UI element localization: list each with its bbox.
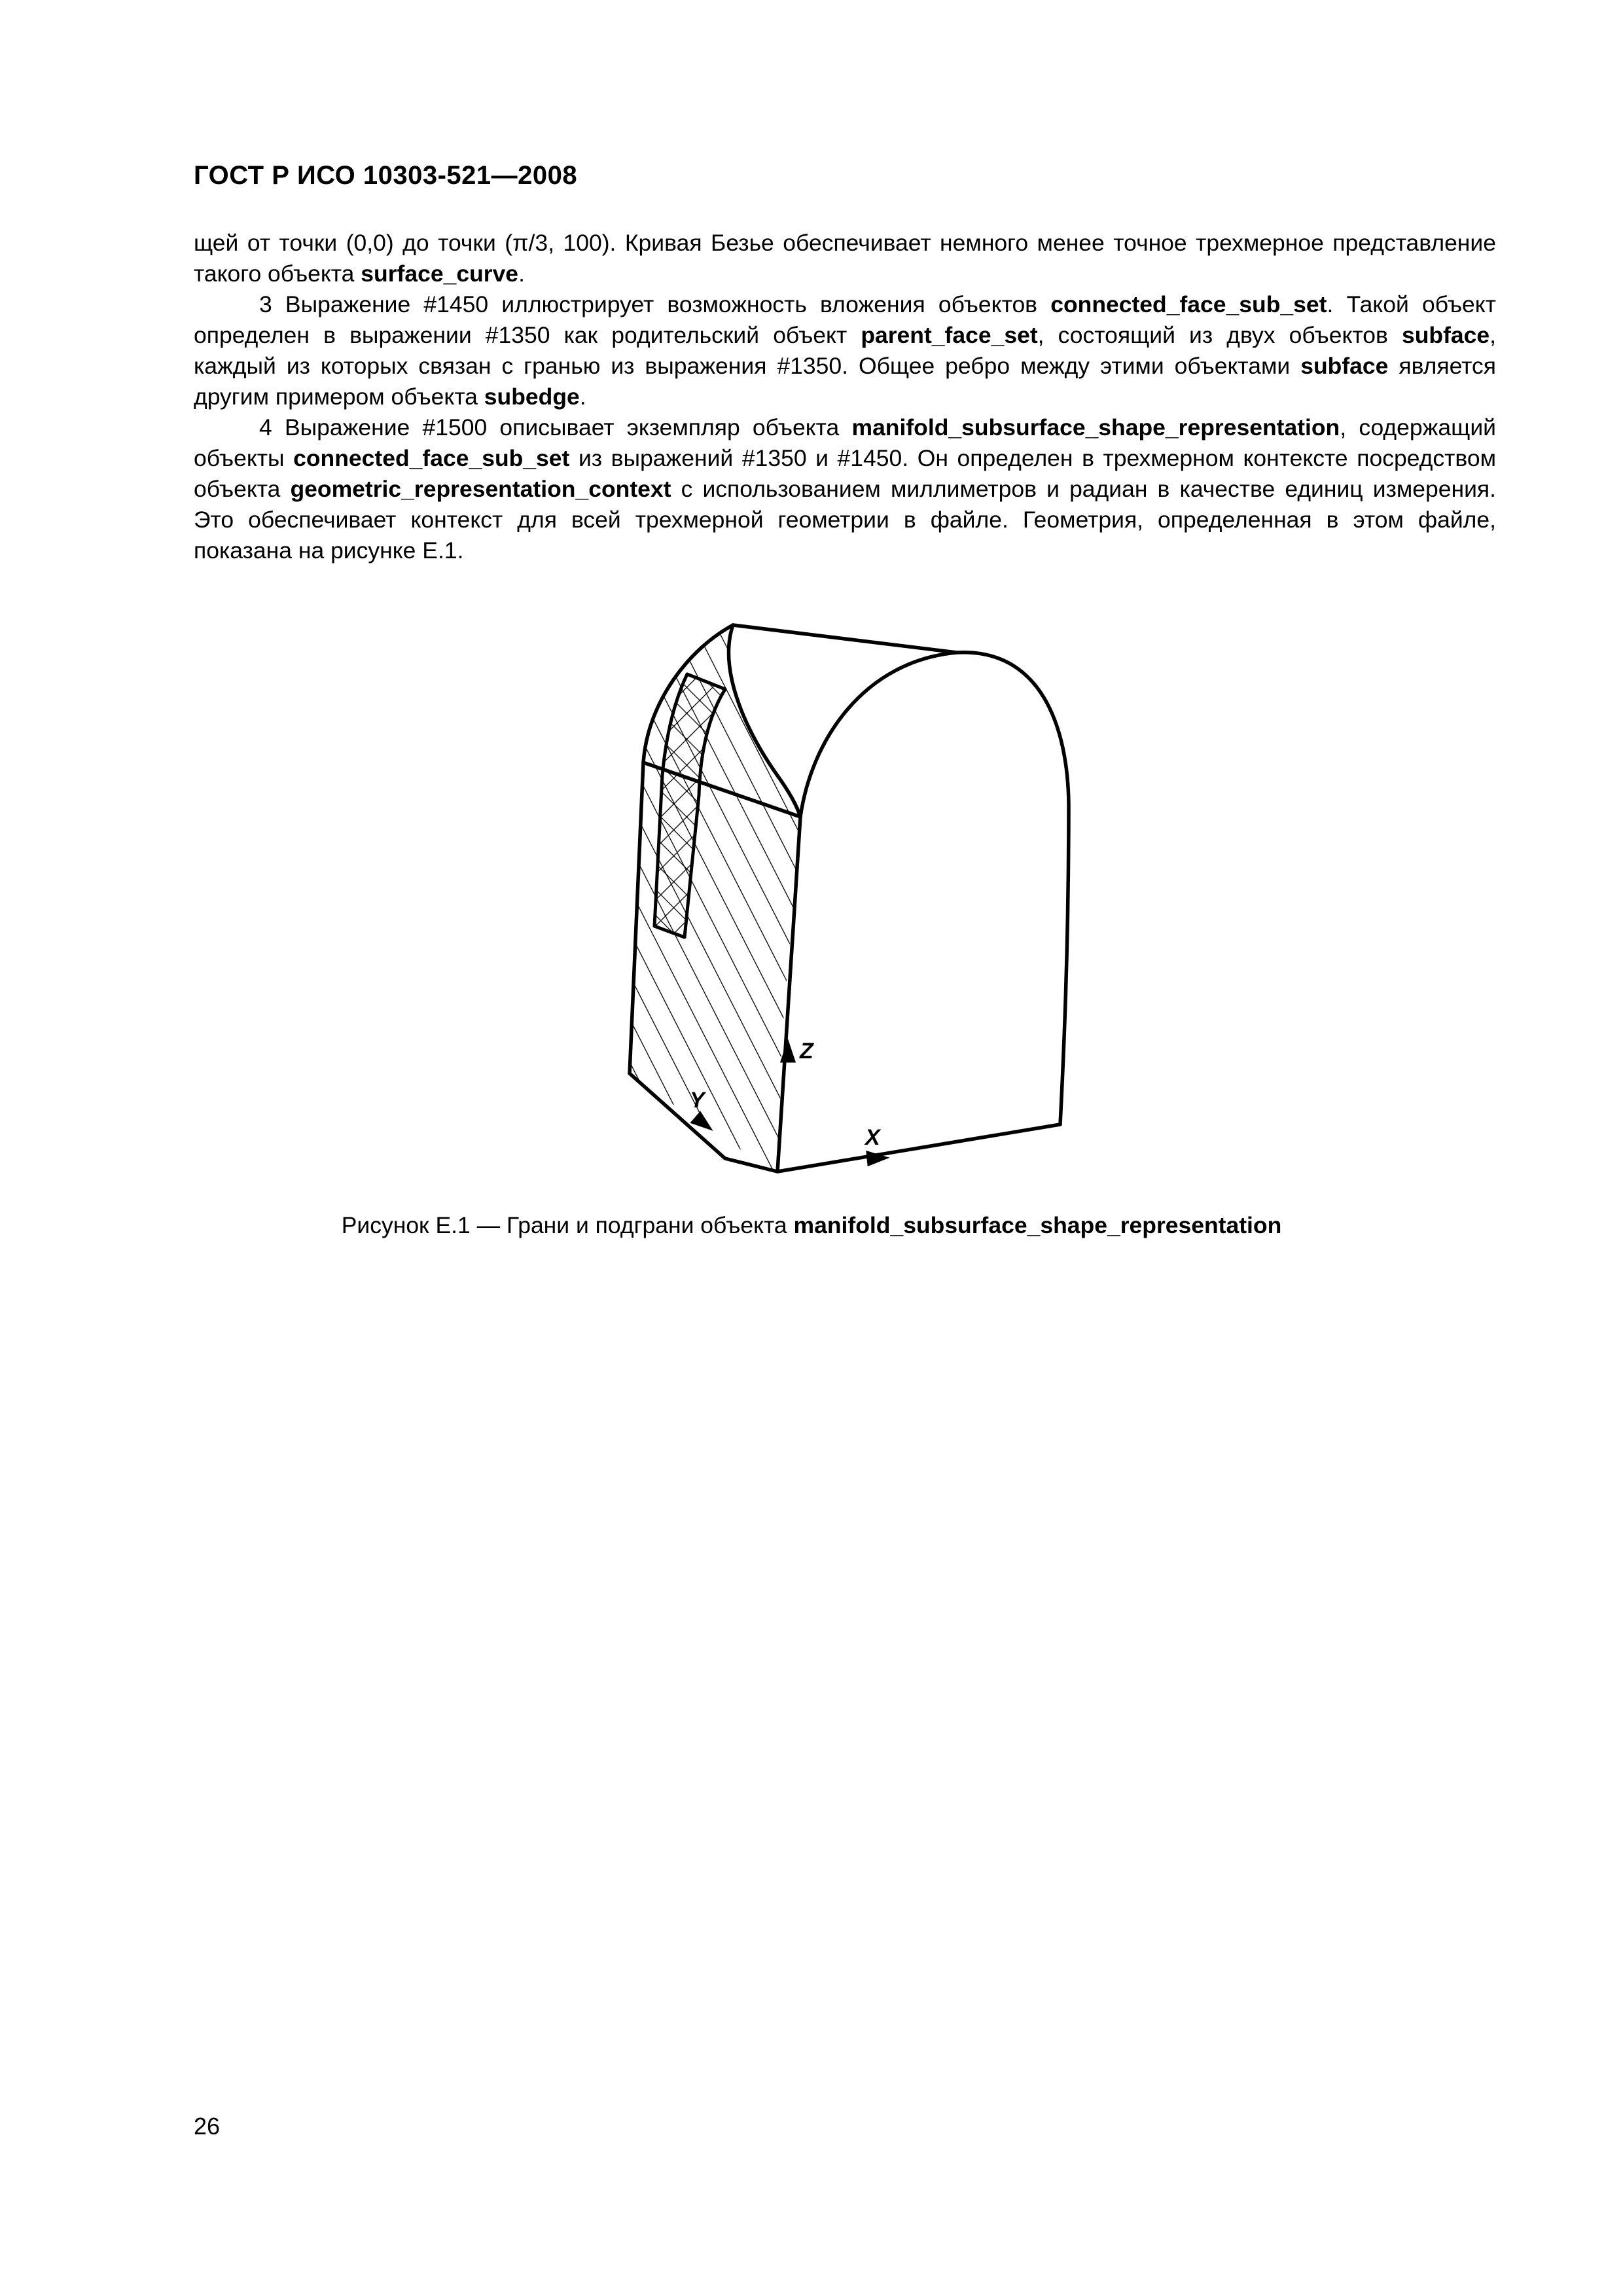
right-arch-profile [800,653,1069,1124]
top-edge [733,625,957,653]
z-axis-label: Z [800,1039,813,1064]
left-face-hatched [630,762,800,1172]
paragraph-1: щей от точки (0,0) до точки (π/3, 100). Кривая Безье обеспечивает немного менее точное трехмерное представление такого объекта surface_curve. [194,230,1496,287]
z-axis-arrow [781,1042,794,1062]
figure-caption: Рисунок Е.1 — Грани и подграни объекта manifold_subsurface_shape_representation [341,1212,1282,1238]
body-text [194,228,1496,566]
page-number: 26 [194,2113,221,2140]
paragraph-2: 3 Выражение #1450 иллюстрирует возможность вложения объектов connected_face_sub_set. Такой объект определен в выражении #1350 как родительский объект parent_face_set, состоящий из двух объектов subface, каждый из которых связан с гранью из выражения #1350. Общее ребро между этими объектами subface является другим примером объекта subedge. [194,291,1496,410]
page-header-title: ГОСТ Р ИСО 10303-521—2008 [194,161,578,190]
y-axis-label: Y [690,1088,705,1113]
x-axis-label: X [865,1125,880,1150]
figure-e1-drawing [589,589,1113,1178]
paragraph-3: 4 Выражение #1500 описывает экземпляр объекта manifold_subsurface_shape_representation, содержащий объекты connected_face_sub_set из выражений #1350 и #1450. Он определен в трехмерном контексте посредством объекта geometric_representation_context с использованием миллиметров и радиан в качестве единиц измерения. Это обеспечивает контекст для всей трехмерной геометрии в файле. Геометрия, определенная в этом файле, показана на рисунке Е.1. [194,414,1497,564]
bottom-edge-x [777,1124,1060,1172]
